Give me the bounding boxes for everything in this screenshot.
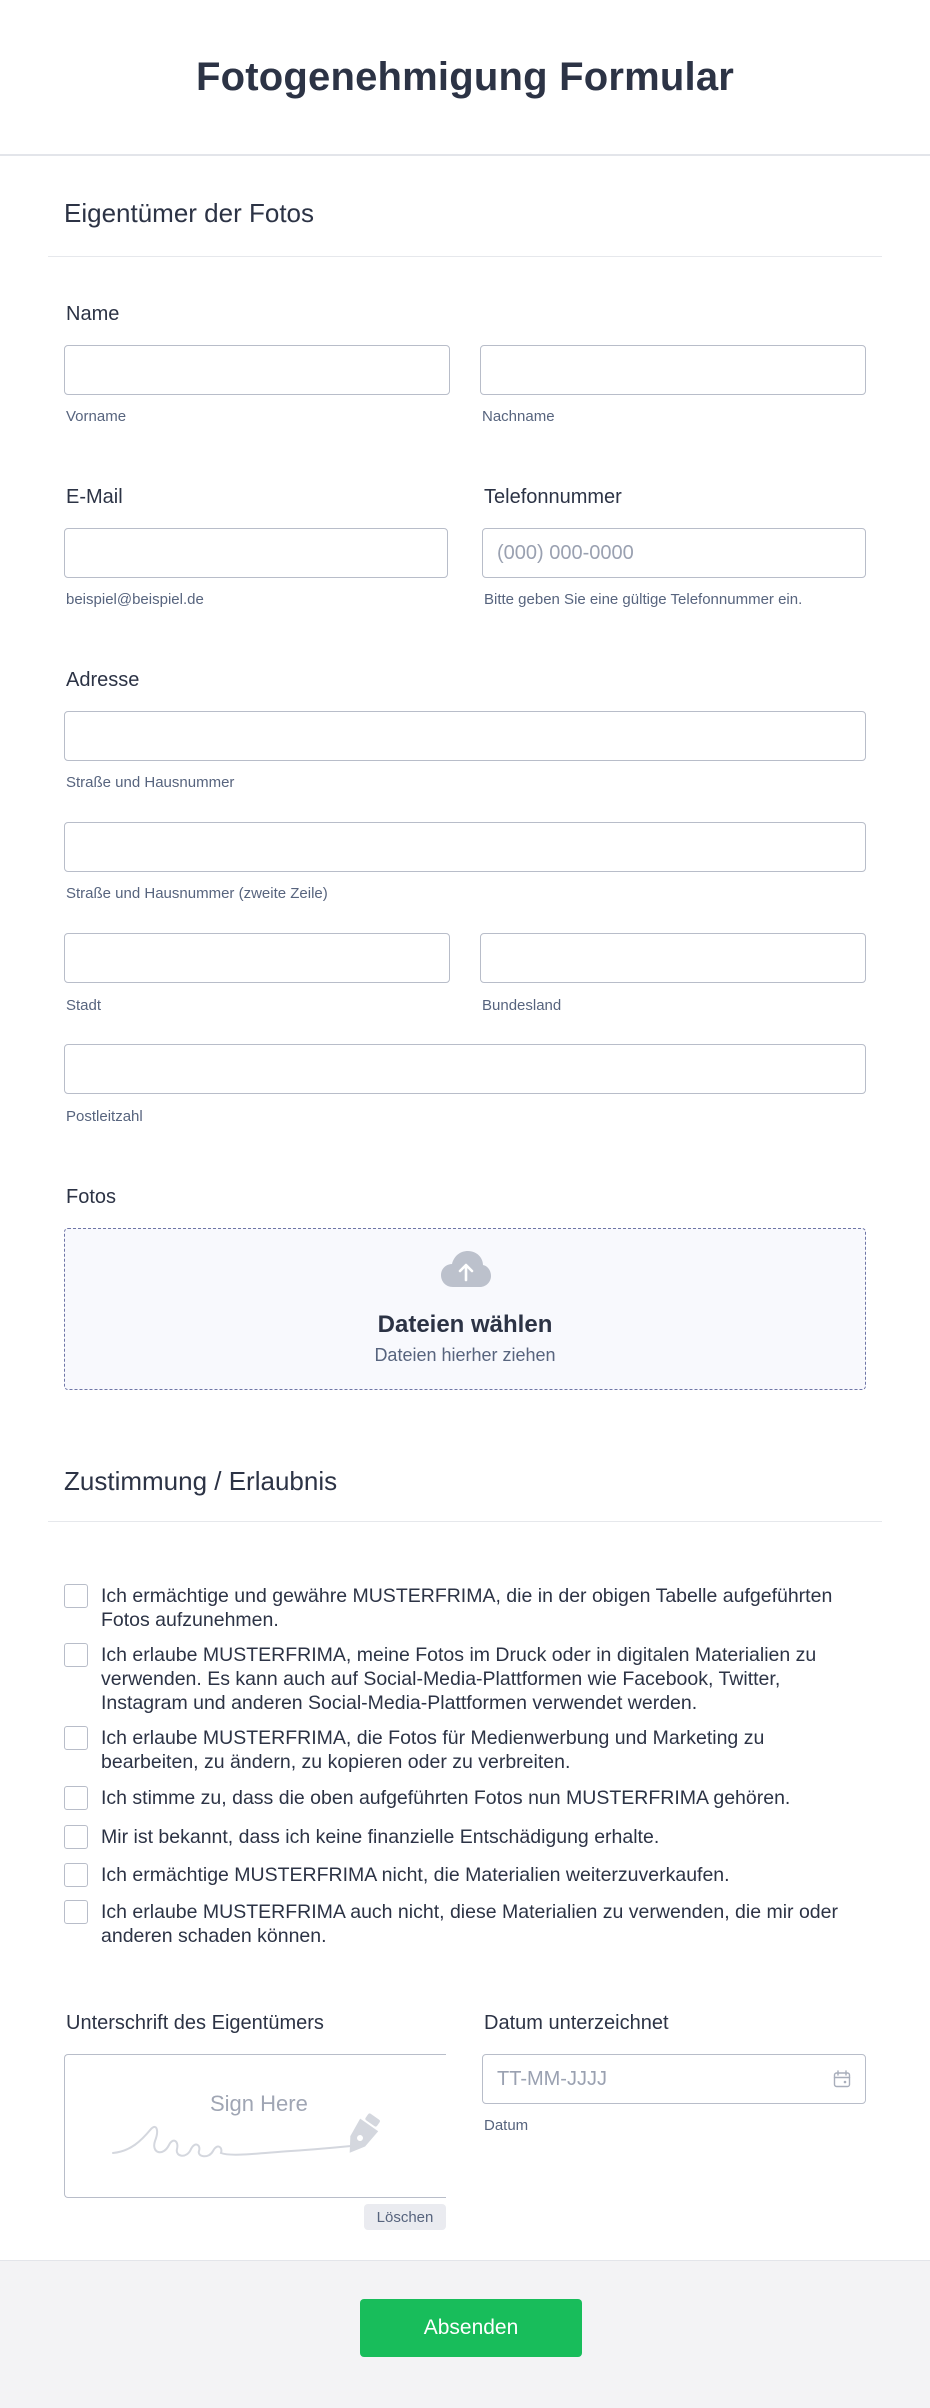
signature-pad[interactable]	[64, 2054, 446, 2198]
city-input[interactable]	[64, 933, 450, 983]
last-name-input[interactable]	[480, 345, 866, 395]
state-sublabel: Bundesland	[482, 997, 562, 1014]
form-footer	[0, 2260, 930, 2408]
form-header	[0, 0, 930, 156]
phone-input[interactable]	[482, 528, 866, 578]
consent-text-1: Ich ermächtige und gewähre MUSTERFRIMA, die in der obigen Tabelle aufgeführten Fotos aufzunehmen.	[101, 1585, 833, 1631]
drag-files-text: Dateien hierher ziehen	[374, 1345, 556, 1365]
phone-sublabel: Bitte geben Sie eine gültige Telefonnummer ein.	[484, 591, 803, 608]
consent-checkbox-5[interactable]	[64, 1825, 88, 1849]
calendar-icon[interactable]	[833, 2070, 851, 2088]
consent-checkbox-3[interactable]	[64, 1726, 88, 1750]
clear-signature-button[interactable]: Löschen	[364, 2204, 446, 2230]
consent-text-6: Ich ermächtige MUSTERFRIMA nicht, die Materialien weiterzuverkaufen.	[101, 1864, 730, 1886]
consent-text-5: Mir ist bekannt, dass ich keine finanzielle Entschädigung erhalte.	[101, 1826, 660, 1848]
section-divider	[48, 1521, 882, 1522]
consent-checkbox-2[interactable]	[64, 1643, 88, 1667]
city-sublabel: Stadt	[66, 997, 102, 1014]
section-divider	[48, 256, 882, 257]
choose-files-text[interactable]: Dateien wählen	[377, 1311, 553, 1338]
consent-checkbox-1[interactable]	[64, 1584, 88, 1608]
photos-label: Fotos	[66, 1186, 117, 1208]
zip-sublabel: Postleitzahl	[66, 1108, 143, 1125]
street2-sublabel: Straße und Hausnummer (zweite Zeile)	[66, 885, 328, 902]
date-sublabel: Datum	[484, 2117, 529, 2134]
cloud-upload-icon	[441, 1251, 491, 1289]
date-input[interactable]	[483, 2055, 803, 2103]
consent-section-title: Zustimmung / Erlaubnis	[64, 1466, 338, 1496]
state-input[interactable]	[480, 933, 866, 983]
submit-button[interactable]: Absenden	[360, 2299, 582, 2357]
sign-here-text: Sign Here	[210, 2091, 308, 2116]
address-label: Adresse	[66, 669, 140, 691]
owner-section-title: Eigentümer der Fotos	[64, 198, 315, 228]
consent-text-2: Ich erlaube MUSTERFRIMA, meine Fotos im Druck oder in digitalen Materialien zu verwenden. Es kann auch auf Social-Media-Plattformen wie Facebook, Twitter, Instagram und anderen Social-Media-Plattformen verwendet werden.	[101, 1644, 817, 1714]
street2-input[interactable]	[64, 822, 866, 872]
street-sublabel: Straße und Hausnummer	[66, 774, 235, 791]
first-name-input[interactable]	[64, 345, 450, 395]
consent-checkbox-6[interactable]	[64, 1863, 88, 1887]
file-upload-dropzone[interactable]	[64, 1228, 866, 1390]
last-name-sublabel: Nachname	[482, 408, 555, 425]
date-field[interactable]	[482, 2054, 866, 2104]
consent-text-7: Ich erlaube MUSTERFRIMA auch nicht, diese Materialien zu verwenden, die mir oder anderen schaden können.	[101, 1901, 838, 1947]
phone-label: Telefonnummer	[484, 486, 622, 508]
zip-input[interactable]	[64, 1044, 866, 1094]
date-label: Datum unterzeichnet	[484, 2012, 669, 2034]
email-input[interactable]	[64, 528, 448, 578]
street-input[interactable]	[64, 711, 866, 761]
name-label: Name	[66, 303, 120, 325]
form-title: Fotogenehmigung Formular	[195, 54, 735, 99]
first-name-sublabel: Vorname	[66, 408, 127, 425]
signature-scribble-icon	[111, 2101, 411, 2171]
consent-checkbox-7[interactable]	[64, 1900, 88, 1924]
consent-text-4: Ich stimme zu, dass die oben aufgeführten Fotos nun MUSTERFRIMA gehören.	[101, 1787, 791, 1809]
email-label: E-Mail	[66, 486, 123, 508]
consent-text-3: Ich erlaube MUSTERFRIMA, die Fotos für Medienwerbung und Marketing zu bearbeiten, zu ändern, zu kopieren oder zu verbreiten.	[101, 1727, 765, 1773]
signature-label: Unterschrift des Eigentümers	[66, 2012, 324, 2034]
consent-checkbox-4[interactable]	[64, 1786, 88, 1810]
email-sublabel: beispiel@beispiel.de	[66, 591, 204, 608]
